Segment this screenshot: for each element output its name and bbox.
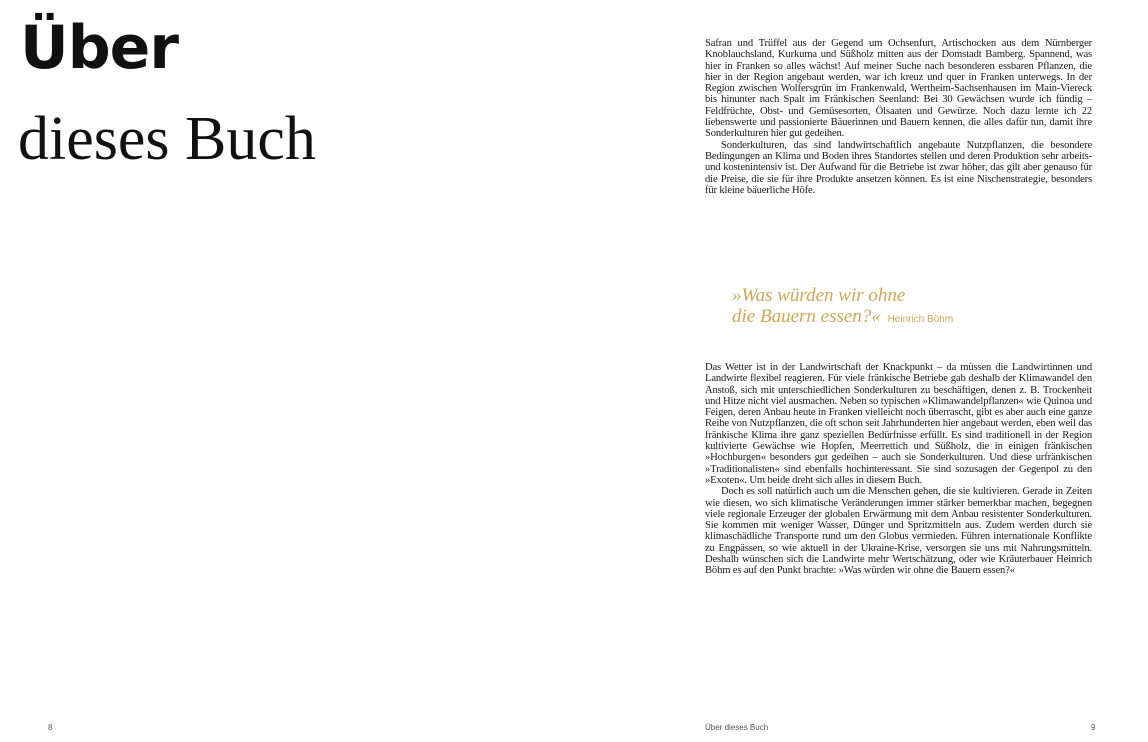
- paragraph: Doch es soll natürlich auch um die Menschen gehen, die sie kultivieren. Gerade in Zeiten wie diesen, wo sich klimatische Veränderungen immer stärker bemerkbar machen, begegnen viele regionale Erzeuger der globalen Erwärmung mit dem Anbau resistenter Sonderkulturen. Sie kommen mit weniger Wasser, Dünger und Spritzmitteln aus. Zudem werden durch sie klimaschädliche Transporte rund um den Globus vermieden. Führen internationale Konflikte zu Engpässen, so wie aktuell in der Ukraine-Krise, versorgen sie uns mit Nahrungsmitteln. Deshalb wünschen sich die Landwirte mehr Wertschätzung, oder wie Kräuterbauer Heinrich Böhm es auf den Punkt brachte: »Was würden wir ohne die Bauern essen?«: [705, 486, 1092, 577]
- pull-quote-line2: die Bauern essen?«: [732, 306, 881, 327]
- pull-quote-author: Heinrich Böhm: [887, 314, 954, 325]
- chapter-title-line2: dieses Buch: [18, 105, 316, 173]
- paragraph: Das Wetter ist in der Landwirtschaft der Knackpunkt – da müssen die Landwirtinnen und Landwirte flexibel reagieren. Für viele fränkische Betriebe gab deshalb der Klimawandel den Anstoß, sich mit unterschiedlichen Sonderkulturen zu beschäftigen, denen z. B. Trockenheit und Hitze nicht viel ausmachen. Neben so typischen »Klimawandelpflanzen« wie Quinoa und Feigen, deren Anbau heute in Franken vielleicht noch überrascht, gibt es aber auch eine ganze Reihe von Nutzpflanzen, die oft schon seit Jahrhunderten hier angebaut werden, eben weil das fränkische Klima ihre ganz speziellen Bedürfnisse erfüllt. Es sind traditionell in der Region kultivierte Gewächse wie Hopfen, Meerrettich und Süßholz, die in einigen fränkischen »Hochburgen« besonders gut gedeihen – auch sie Sonderkulturen. Und diese urfränkischen »Traditionalisten« sind ebenfalls hochinteressant. Sie sind sozusagen der Gegenpol zu den »Exoten«. Um beide dreht sich alles in diesem Buch.: [705, 362, 1092, 486]
- page-number-right: 9: [1091, 723, 1096, 732]
- page-number-left: 8: [48, 723, 53, 732]
- body-text-section-2: [705, 362, 1092, 577]
- chapter-title-line1: Über: [20, 13, 178, 83]
- body-text-section-1: [705, 38, 1092, 196]
- right-page: [574, 0, 1148, 742]
- paragraph: Sonderkulturen, das sind landwirtschaftlich angebaute Nutzpflanzen, die besondere Bedingungen an Klima und Boden ihres Standortes stellen und deren Produktion sehr arbeits- und kostenintensiv ist. Der Aufwand für die Betriebe ist zwar höher, das gilt aber genauso für die Preise, die sie für ihre Produkte ansetzen können. Es ist eine Nischenstrategie, besonders für kleine bäuerliche Höfe.: [705, 139, 1092, 196]
- pull-quote: [732, 285, 1092, 330]
- paragraph: Safran und Trüffel aus der Gegend um Ochsenfurt, Artischocken aus dem Nürnberger Knoblauchsland, Kurkuma und Süßholz mitten aus der Domstadt Bamberg. Spannend, was hier in Franken so alles wächst! Auf meiner Suche nach besonderen essbaren Pflanzen, die hier in der Region angebaut werden, war ich kreuz und quer in Franken unterwegs. In der Region zwischen Wolfersgrün im Frankenwald, Wertheim-Sachsenhausen im Main-Viereck bis hinunter nach Spalt im Fränkischen Seenland: Bei 30 Gewächsen wurde ich fündig – Feldfrüchte, Obst- und Gemüsesorten, Ölsaaten und Gewürze. Noch dazu lernte ich 22 liebenswerte und passionierte Bäuerinnen und Bauern kennen, die alles dafür tun, damit ihre Sonderkulturen hier gut gedeihen.: [705, 38, 1092, 140]
- pull-quote-line1: »Was würden wir ohne: [732, 285, 906, 306]
- running-head: Über dieses Buch: [705, 723, 769, 732]
